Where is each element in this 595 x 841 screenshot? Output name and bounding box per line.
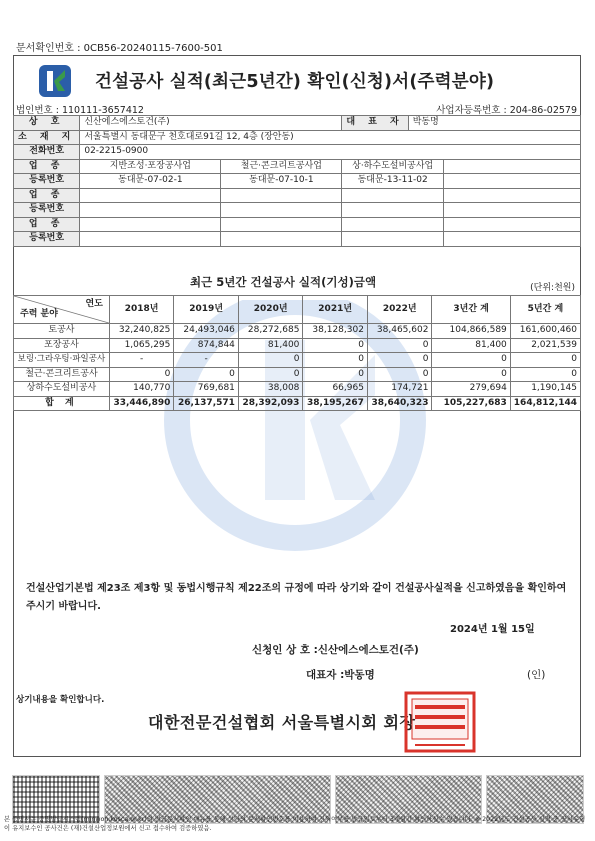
- column-header: 2020년: [238, 296, 303, 324]
- row-category: 토공사: [14, 324, 110, 339]
- table-cell: 38,008: [238, 382, 303, 397]
- total-cell: 33,446,890: [109, 396, 174, 411]
- table-cell: 279,694: [432, 382, 510, 397]
- table-cell: 0: [367, 338, 432, 353]
- issuer-name: 대한전문건설협회 서울특별시회 회장: [148, 713, 416, 732]
- business-type-label: 업 종: [14, 159, 80, 174]
- table-cell: 1,065,295: [109, 338, 174, 353]
- row-category: 보링·그라우팅·파일공사: [14, 353, 110, 368]
- table-cell: 874,844: [174, 338, 239, 353]
- table-cell: 24,493,046: [174, 324, 239, 339]
- table-cell: 32,240,825: [109, 324, 174, 339]
- table-cell: 0: [367, 367, 432, 382]
- table-cell: 140,770: [109, 382, 174, 397]
- trade-name-label: 상 호: [14, 116, 80, 131]
- table-cell: 38,128,302: [303, 324, 368, 339]
- table-cell: 161,600,460: [510, 324, 580, 339]
- document-title: 건설공사 실적(최근5년간) 확인(신청)서(주력분야): [95, 72, 495, 92]
- footer-note: 본 증명서는 증명발급시스템(minwon.kosca.or.kr)의 발급문서확인 메뉴를 통해 상단의 문서확인번호를 이용하여 진위여부를 발급일로부터 3개월간 확인하실수 있습니다. ※ 2022년도 건설공사 실적 중 공사유형이 유지보수인 공사건은 (재)건설산업정보원에서 신고 접수하여 검증하였음.: [4, 816, 586, 832]
- column-header: 5년간 계: [510, 296, 580, 324]
- business-type-empty: [444, 159, 581, 174]
- table-corner-cell: [14, 296, 110, 324]
- column-header: 2022년: [367, 296, 432, 324]
- registration-label: 등록번호: [14, 203, 80, 218]
- row-category: 철근·콘크리트공사: [14, 367, 110, 382]
- table-cell: 0: [109, 367, 174, 382]
- table-cell: 28,272,685: [238, 324, 303, 339]
- unit-label: (단위:천원): [530, 283, 575, 293]
- confirm-note: 상기내용을 확인합니다.: [16, 695, 105, 705]
- table-row: [14, 324, 581, 339]
- corner-year-label: 연도: [85, 299, 103, 309]
- performance-table: [13, 295, 581, 411]
- table-cell: 2,021,539: [510, 338, 580, 353]
- business-type-label: 업 종: [14, 217, 80, 232]
- total-label: 합 계: [14, 396, 110, 411]
- representative-line: 대표자 :박동명: [306, 669, 375, 681]
- table-cell: 0: [174, 367, 239, 382]
- table-cell: 0: [510, 353, 580, 368]
- column-header: 2019년: [174, 296, 239, 324]
- table-cell: 174,721: [367, 382, 432, 397]
- registration-empty: [444, 174, 581, 189]
- declaration-text: 건설산업기본법 제23조 제3항 및 동법시행규칙 제22조의 규정에 따라 상기와 같이 건설공사실적을 신고하였음을 확인하여 주시기 바랍니다.: [26, 583, 567, 612]
- table-cell: 104,866,589: [432, 324, 510, 339]
- table-cell: 769,681: [174, 382, 239, 397]
- application-date: 2024년 1월 15일: [450, 624, 535, 635]
- table-cell: 0: [303, 367, 368, 382]
- table-cell: 38,465,602: [367, 324, 432, 339]
- table-cell: 81,400: [238, 338, 303, 353]
- table-cell: 0: [367, 353, 432, 368]
- trade-name-value: 신산에스에스토건(주): [80, 116, 342, 131]
- table-cell: 0: [238, 367, 303, 382]
- table-cell: 81,400: [432, 338, 510, 353]
- business-type-2: 철근·콘크리트공사업: [221, 159, 342, 174]
- table-row: [14, 338, 581, 353]
- registration-label: 등록번호: [14, 174, 80, 189]
- table-cell: -: [174, 353, 239, 368]
- table-cell: 0: [432, 367, 510, 382]
- company-info-table: [13, 115, 581, 247]
- registration-2: 동대문-07-10-1: [221, 174, 342, 189]
- table-cell: 0: [432, 353, 510, 368]
- section-title: 최근 5년간 건설공사 실적(기성)금액: [190, 275, 377, 289]
- table-cell: 0: [303, 338, 368, 353]
- total-cell: 28,392,093: [238, 396, 303, 411]
- table-row: [14, 353, 581, 368]
- table-cell: 0: [303, 353, 368, 368]
- column-header: 3년간 계: [432, 296, 510, 324]
- performance-header-row: [14, 296, 581, 324]
- table-cell: -: [109, 353, 174, 368]
- ceo-label: 대 표 자: [342, 116, 408, 131]
- table-cell: 1,190,145: [510, 382, 580, 397]
- total-cell: 38,640,323: [367, 396, 432, 411]
- registration-label: 등록번호: [14, 232, 80, 247]
- phone-value: 02-2215-0900: [80, 145, 581, 160]
- business-type-1: 지반조성·포장공사업: [80, 159, 221, 174]
- phone-label: 전화번호: [14, 145, 80, 160]
- business-type-3: 상·하수도설비공사업: [342, 159, 444, 174]
- ceo-value: 박동명: [408, 116, 580, 131]
- corner-field-label: 주력 분야: [20, 309, 58, 319]
- table-cell: 0: [238, 353, 303, 368]
- table-row: [14, 382, 581, 397]
- table-cell: 0: [510, 367, 580, 382]
- document-number: 문서확인번호 : 0CB56-20240115-7600-501: [16, 43, 223, 54]
- total-cell: 38,195,267: [303, 396, 368, 411]
- seal-mark: (인): [527, 669, 546, 681]
- column-header: 2021년: [303, 296, 368, 324]
- total-cell: 105,227,683: [432, 396, 510, 411]
- column-header: 2018년: [109, 296, 174, 324]
- applicant-line: 신청인 상 호 :신산에스에스토건(주): [252, 644, 419, 656]
- total-cell: 26,137,571: [174, 396, 239, 411]
- table-row: [14, 367, 581, 382]
- registration-1: 동대문-07-02-1: [80, 174, 221, 189]
- official-seal-icon: [403, 690, 477, 754]
- total-cell: 164,812,144: [510, 396, 580, 411]
- total-row: [14, 396, 581, 411]
- row-category: 상하수도설비공사: [14, 382, 110, 397]
- corporate-number: 법인번호 : 110111-3657412: [16, 105, 144, 116]
- business-type-label: 업 종: [14, 188, 80, 203]
- table-cell: 66,965: [303, 382, 368, 397]
- row-category: 포장공사: [14, 338, 110, 353]
- address-value: 서울특별시 동대문구 천호대로91길 12, 4층 (장안동): [80, 130, 581, 145]
- registration-3: 동대문-13-11-02: [342, 174, 444, 189]
- kosca-logo-icon: [38, 64, 72, 98]
- business-registration-number: 사업자등록번호 : 204-86-02579: [436, 105, 577, 116]
- address-label: 소 재 지: [14, 130, 80, 145]
